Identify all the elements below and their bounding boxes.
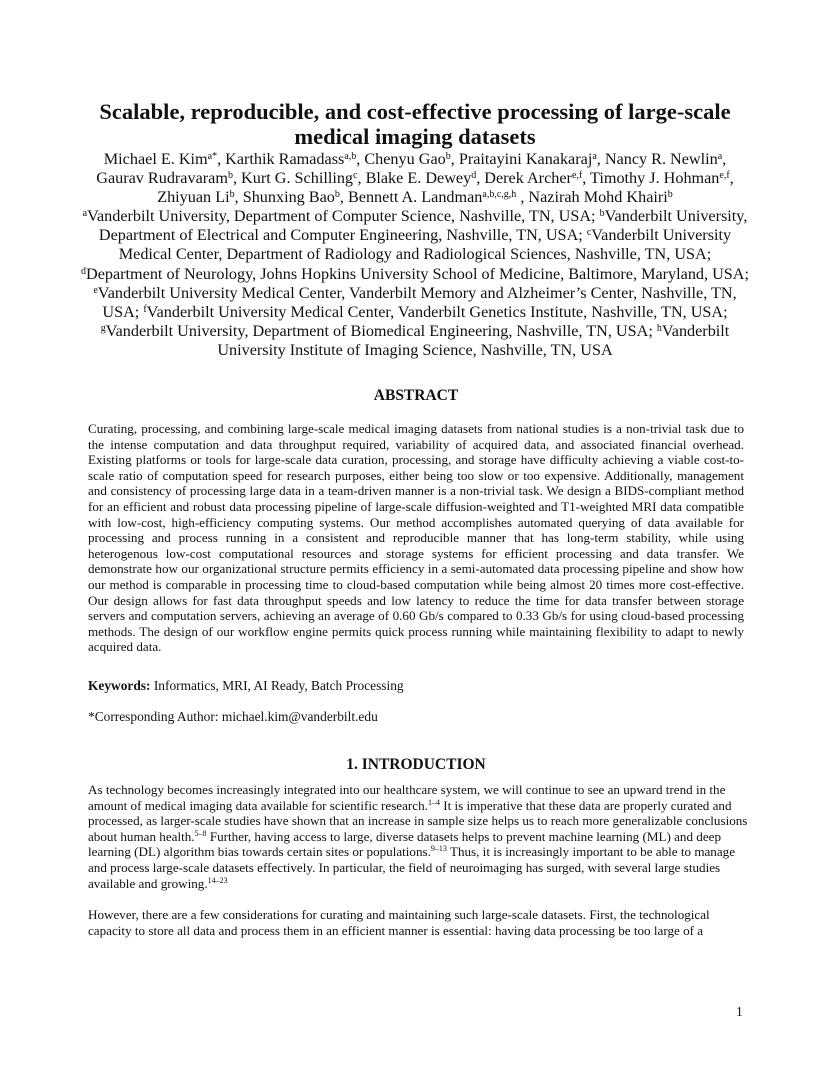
author-affiliation-mark: a	[717, 151, 723, 162]
author-affiliation-mark: e,f	[571, 170, 583, 182]
author-name: Praitayini Kanakaraj	[458, 150, 593, 168]
author-name: Chenyu Gao	[364, 150, 446, 168]
affiliation-text: Vanderbilt University, Department of Electrical and Computer Engineering, Nashville, TN, USA;	[98, 207, 748, 245]
author-affiliation-mark: a	[592, 151, 597, 162]
affiliation-mark: e	[93, 284, 98, 296]
author-name: Bennett A. Landman	[347, 188, 483, 207]
author-affiliation-mark: a,b,c,g,h	[482, 189, 517, 201]
affiliation-mark: b	[599, 208, 605, 219]
author-name: Kurt G. Schilling	[241, 169, 354, 188]
keywords-text: Informatics, MRI, AI Ready, Batch Processing	[150, 678, 404, 693]
affiliation-mark: a	[82, 208, 88, 219]
affiliation-mark: h	[656, 323, 662, 335]
author-name: Michael E. Kim	[103, 150, 208, 168]
author-name: Karthik Ramadass	[225, 150, 345, 168]
abstract-heading: ABSTRACT	[373, 387, 459, 404]
author-affiliation-mark: a,b	[344, 151, 357, 162]
citation-mark: 5–8	[194, 828, 207, 838]
author-affiliation-mark: d	[471, 170, 477, 182]
keywords-label: Keywords:	[88, 678, 151, 693]
affiliation-text: Vanderbilt University Institute of Imaging Science, Nashville, TN, USA	[217, 322, 730, 360]
author-name: Shunxing Bao	[242, 188, 335, 207]
affiliation-list	[80, 207, 750, 361]
author-affiliation-mark: b	[334, 189, 340, 201]
affiliation-text: Department of Neurology, Johns Hopkins University School of Medicine, Baltimore, Maryland, USA;	[86, 264, 749, 283]
author-affiliation-mark: b	[229, 189, 235, 201]
paper-title: Scalable, reproducible, and cost-effective processing of large-scale medical imaging datasets	[99, 99, 731, 149]
affiliation-mark: g	[100, 323, 106, 335]
page-number: 1	[736, 1004, 743, 1019]
affiliation-text: Vanderbilt University, Department of Computer Science, Nashville, TN, USA;	[87, 207, 596, 225]
affiliation-mark: c	[586, 227, 592, 239]
citation-mark: 1–4	[427, 797, 440, 807]
affiliation-text: Vanderbilt University Medical Center, Department of Radiology and Radiological Sciences, Nashville, TN, USA;	[118, 226, 732, 264]
citation-mark: 9–13	[430, 844, 447, 854]
affiliation-text: Vanderbilt University, Department of Biomedical Engineering, Nashville, TN, USA;	[105, 322, 653, 341]
keywords-line	[88, 678, 744, 694]
affiliation-mark: f	[143, 304, 147, 316]
intro-paragraph-1	[88, 782, 748, 891]
intro-text-run: Further, having access to large, diverse datasets helps to prevent machine learning (ML) and deep learning (DL) algorithm bias towards certain sites or populations.	[88, 828, 721, 860]
author-name: Derek Archer	[484, 169, 572, 188]
affiliation-text: Vanderbilt University Medical Center, Vanderbilt Genetics Institute, Nashville, TN, USA;	[146, 303, 728, 322]
author-name: Timothy J. Hohman	[590, 169, 720, 188]
author-name: Nancy R. Newlin	[604, 150, 718, 168]
author-affiliation-mark: e,f	[719, 170, 730, 182]
intro-text-run: As technology becomes increasingly integrated into our healthcare system, we will continue to see an upward trend in the amount of medical imaging data available for scientific research.	[88, 782, 726, 813]
author-affiliation-mark: a*	[207, 151, 218, 162]
abstract-body: Curating, processing, and combining large-scale medical imaging datasets from national studies is a non-trivial task due to the intense computation and data throughput required, variability of acquired data, and associated financial overhead. Existing platforms or tools for large-scale data curation, processing, and storage have difficulty achieving a viable cost-to-scale ratio of computation speed for research purposes, either being too slow or too expensive. Additionally, management and consistency of processing large data in a team-driven manner is a non-trivial task. We design a BIDS-compliant method for an efficient and robust data processing pipeline of large-scale diffusion-weighted and T1-weighted MRI data compatible with low-cost, high-efficiency computing systems. Our method accomplishes automated querying of data available for processing and process running in a consistent and reproducible manner that has long-term stability, while using heterogenous low-cost computational resources and storage systems for efficient processing and data transfer. We demonstrate how our organizational structure permits efficiency in a semi-automated data processing pipeline and show how our method is comparable in processing time to cloud-based computation while being almost 20 times more cost-effective. Our design allows for fast data throughput speeds and low latency to reduce the time for data transfer between storage servers and computation servers, achieving an average of 0.60 Gb/s compared to 0.33 Gb/s for using cloud-based processing methods. The design of our workflow engine permits quick process running while maintaining flexibility to adapt to newly acquired data.	[88, 421, 744, 655]
author-affiliation-mark: b	[667, 189, 673, 201]
corresponding-author: *Corresponding Author: michael.kim@vanderbilt.edu	[88, 709, 378, 724]
author-affiliation-mark: c	[353, 170, 358, 182]
author-name: Blake E. Dewey	[365, 169, 472, 188]
author-list: Michael E. Kim$^{a*}$, Karthik Ramadass$^{a,b}$, Chenyu Gao$^b$, Praitayini Kanakaraj$^a$, Nancy R. Newlin$^a$, Gaurav Rudravaram$^b$, Kurt G. Schilling$^c$, Blake E. Dewey$^d$, Derek Archer$^{e,f}$, Timothy J. Hohman$^{e,f}$, Zhiyuan Li$^b$, Shunxing Bao$^b$, Bennett A. Landman$^{a,b,c,g,h}$ , Nazirah Mohd Khairi$^b$	[96, 150, 734, 207]
affiliation-mark: d	[81, 265, 86, 277]
citation-mark: 14–23	[207, 875, 228, 885]
author-name: Zhiyuan Li	[157, 188, 230, 207]
author-name: Nazirah Mohd Khairi	[528, 188, 668, 207]
author-affiliation-mark: b	[227, 170, 233, 182]
author-name: Gaurav Rudravaram	[96, 169, 228, 188]
affiliation-text: Vanderbilt University Medical Center, Vanderbilt Memory and Alzheimer’s Center, Nashville, TN, USA;	[97, 283, 737, 322]
intro-paragraph-2: However, there are a few considerations for curating and maintaining such large-scale datasets. First, the technological capacity to store all data and process them in an efficient manner is essential: having data processing be too large of a	[88, 907, 710, 938]
intro-text-run: It is imperative that these data are properly curated and processed, as larger-scale studies have shown that an increase in sample size helps us to reach more generalizable conclusions about human health.	[88, 797, 748, 844]
author-affiliation-mark: b	[445, 151, 451, 162]
introduction-heading: 1. INTRODUCTION	[346, 756, 486, 773]
intro-text-run: Thus, it is increasingly important to be able to manage and process large-scale datasets effectively. In particular, the field of neuroimaging has surged, with several large studies available and growing.	[88, 844, 736, 891]
